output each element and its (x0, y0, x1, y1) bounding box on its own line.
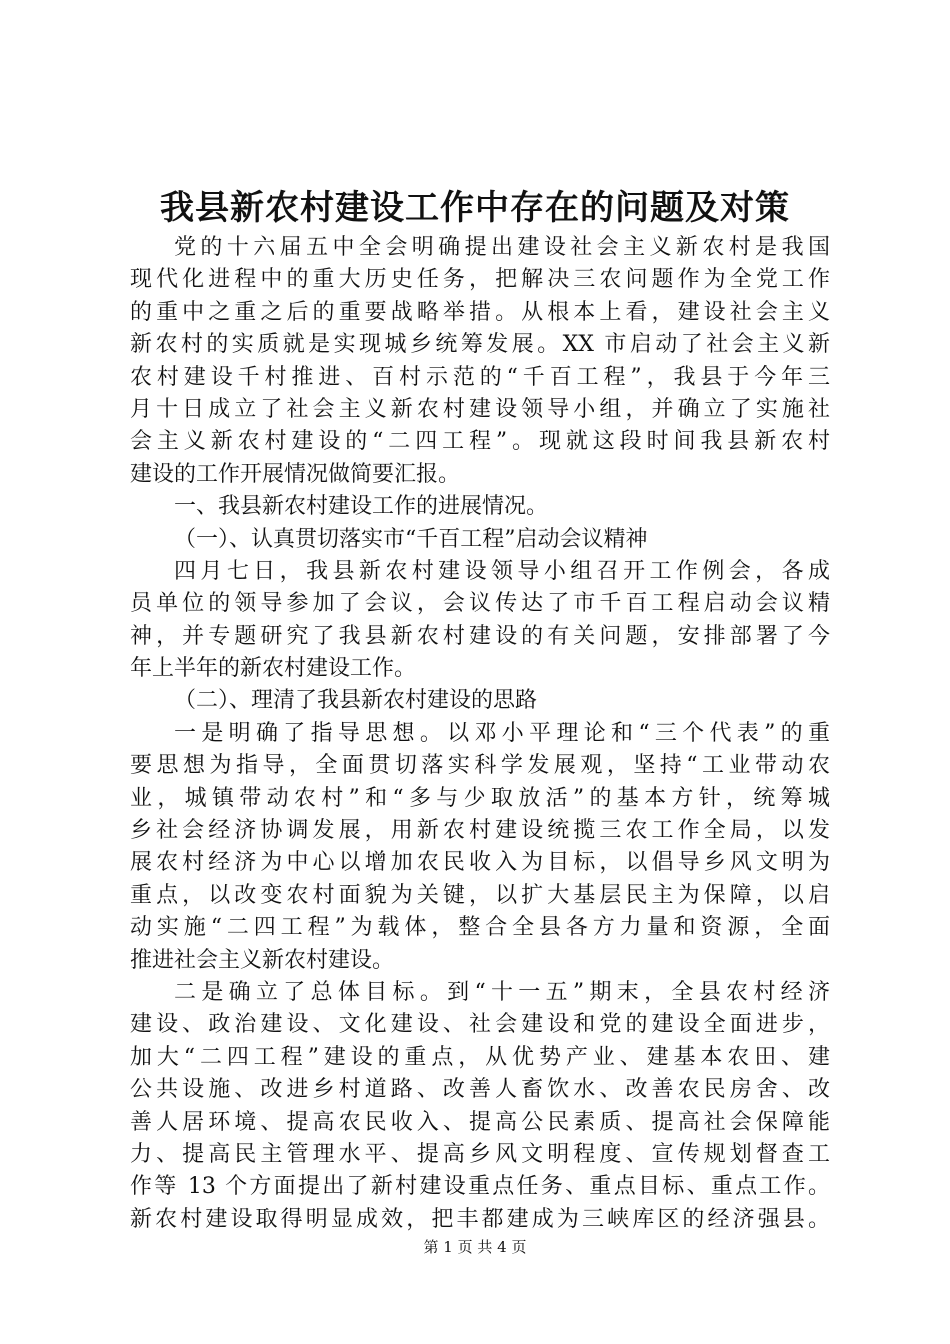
body-line: 新农村建设取得明显成效，把丰都建成为三峡库区的经济强县。 (130, 1206, 830, 1232)
body-line: 党的十六届五中全会明确提出建设社会主义新农村是我国 (174, 235, 830, 260)
body-line: 重点，以改变农村面貌为关键，以扩大基层民主为保障，以启 (130, 882, 830, 908)
section-heading: 一、我县新农村建设工作的进展情况。 (174, 494, 549, 520)
body-line: 新农村的实质就是实现城乡统筹发展。XX 市启动了社会主义新 (130, 332, 830, 358)
body-line: 乡社会经济协调发展，用新农村建设统揽三农工作全局，以发 (130, 818, 830, 844)
document-title: 我县新农村建设工作中存在的问题及对策 (160, 188, 790, 228)
page-number-footer: 第 1 页 共 4 页 (423, 1238, 527, 1256)
body-line: 展农村经济为中心以增加农民收入为目标，以倡导乡风文明为 (130, 850, 830, 876)
body-line: 现代化进程中的重大历史任务，把解决三农问题作为全党工作 (130, 267, 830, 293)
body-line: 善人居环境、提高农民收入、提高公民素质、提高社会保障能 (130, 1109, 830, 1135)
body-line: 月十日成立了社会主义新农村建设领导小组，并确立了实施社 (130, 396, 830, 422)
subsection-heading: （一）、认真贯切落实市“千百工程”启动会议精神 (174, 526, 648, 552)
body-line: 作等 13 个方面提出了新村建设重点任务、重点目标、重点工作。 (130, 1174, 830, 1200)
body-line: 一是明确了指导思想。以邓小平理论和“三个代表”的重 (174, 720, 830, 746)
body-line: 员单位的领导参加了会议，会议传达了市千百工程启动会议精 (130, 591, 830, 617)
body-line: 建设、政治建设、文化建设、社会建设和党的建设全面进步， (130, 1012, 830, 1038)
body-line: 四月七日，我县新农村建设领导小组召开工作例会，各成 (174, 558, 830, 584)
subsection-heading: （二）、理清了我县新农村建设的思路 (174, 688, 538, 714)
body-line: 推进社会主义新农村建设。 (130, 947, 395, 973)
body-line: 的重中之重之后的重要战略举措。从根本上看，建设社会主义 (130, 299, 830, 325)
body-line: 年上半年的新农村建设工作。 (130, 656, 417, 682)
body-line: 要思想为指导，全面贯切落实科学发展观，坚持“工业带动农 (130, 753, 830, 779)
body-line: 业，城镇带动农村”和“多与少取放活”的基本方针，统筹城 (130, 785, 830, 811)
body-line: 农村建设千村推进、百村示范的“千百工程”，我县于今年三 (130, 364, 830, 390)
document-body (130, 232, 830, 1236)
body-line: 建设的工作开展情况做简要汇报。 (130, 461, 461, 487)
body-line: 力、提高民主管理水平、提高乡风文明程度、宣传规划督查工 (130, 1141, 830, 1167)
body-line: 加大“二四工程”建设的重点，从优势产业、建基本农田、建 (130, 1044, 830, 1070)
body-line: 神，并专题研究了我县新农村建设的有关问题，安排部署了今 (130, 623, 830, 649)
body-line: 公共设施、改进乡村道路、改善人畜饮水、改善农民房舍、改 (130, 1077, 830, 1103)
body-line: 二是确立了总体目标。到“十一五”期末，全县农村经济 (174, 979, 830, 1005)
body-line: 动实施“二四工程”为载体，整合全县各方力量和资源，全面 (130, 915, 830, 941)
body-line: 会主义新农村建设的“二四工程”。现就这段时间我县新农村 (130, 429, 830, 455)
